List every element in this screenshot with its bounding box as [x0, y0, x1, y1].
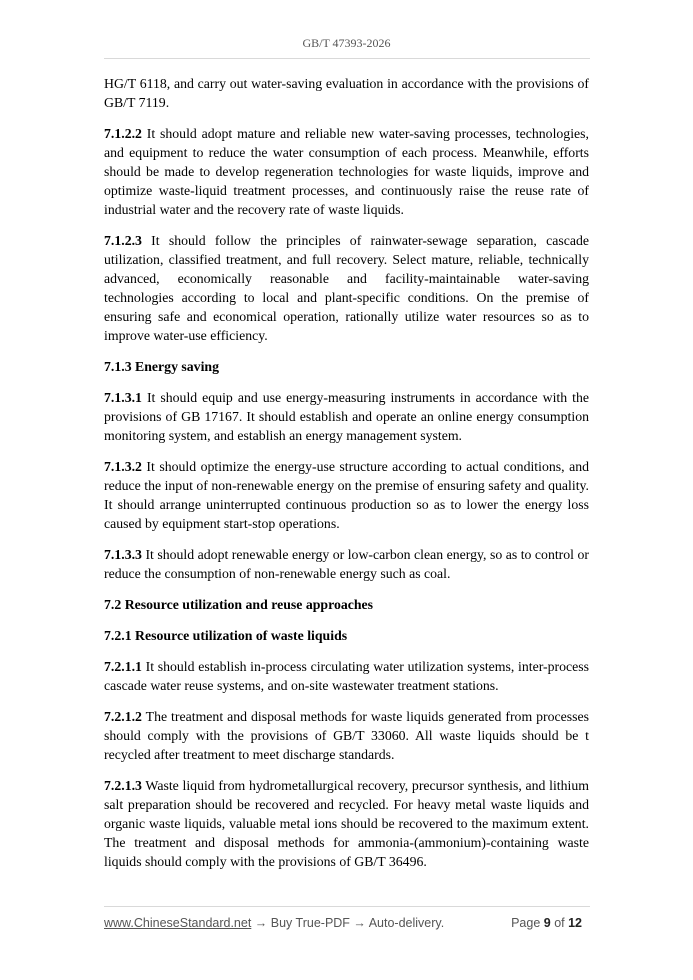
clause-number: 7.1.2.3 — [104, 233, 142, 248]
clause-text: It should follow the principles of rainwater-sewage separation, cascade utilization, classified treatment, and full recovery. Select mature, reliable, technically advanced, economically reasonable and facility-maintainable water-saving technologies according to local and plant-specific conditions. On the premise of ensuring safe and economical operation, rationally utilize water resources so as to improve water-use efficiency. — [104, 233, 589, 343]
clause-number: 7.1.3.1 — [104, 390, 142, 405]
section-heading-waste-liquids: 7.2.1 Resource utilization of waste liquids — [104, 628, 348, 643]
clause-text: It should adopt renewable energy or low-carbon clean energy, so as to control or reduce the consumption of non-renewable energy such as coal. — [104, 547, 589, 581]
clause-number: 7.2.1.2 — [104, 709, 142, 724]
footer-tagline: → Buy True-PDF → Auto-delivery. — [251, 916, 445, 930]
page-word: Page — [511, 916, 544, 930]
of-word: of — [550, 916, 569, 930]
document-body — [104, 74, 589, 883]
header-divider — [104, 58, 590, 59]
clause-7-1-3-3 — [104, 545, 589, 583]
clause-number: 7.1.2.2 — [104, 126, 142, 141]
site-link[interactable]: www.ChineseStandard.net — [104, 916, 252, 930]
clause-text: It should optimize the energy-use structure according to actual conditions, and reduce the input of non-renewable energy on the premise of ensuring safety and quality. It should arrange uninterrupted continuous production so as to lower the energy loss caused by equipment start-stop operations. — [104, 459, 589, 531]
clause-text: It should establish in-process circulating water utilization systems, inter-process cascade water reuse systems, and on-site wastewater treatment stations. — [104, 659, 589, 693]
clause-7-1-3-2 — [104, 457, 589, 533]
clause-7-2-1-1 — [104, 657, 589, 695]
page-footer — [104, 916, 590, 934]
page-header: GB/T 47393-2026 — [302, 36, 391, 50]
page-total: 12 — [568, 916, 582, 930]
clause-7-1-2-2 — [104, 124, 589, 219]
clause-7-2-1-2 — [104, 707, 589, 764]
section-heading-energy-saving: 7.1.3 Energy saving — [104, 359, 219, 374]
footer-link-line — [104, 916, 444, 930]
page-indicator — [511, 916, 582, 930]
clause-number: 7.2.1.3 — [104, 778, 142, 793]
clause-number: 7.2.1.1 — [104, 659, 142, 674]
footer-divider — [104, 906, 590, 907]
clause-7-1-3-1 — [104, 388, 589, 445]
clause-text: It should adopt mature and reliable new water-saving processes, technologies, and equipment to reduce the water consumption of each process. Meanwhile, efforts should be made to develop regeneration technologies for waste liquids, improve and optimize waste-liquid treatment processes, and continuously raise the reuse rate of industrial water and the recovery rate of waste liquids. — [104, 126, 589, 217]
clause-text: Waste liquid from hydrometallurgical recovery, precursor synthesis, and lithium salt preparation should be recovered and recycled. For heavy metal waste liquids and organic waste liquids, valuable metal ions should be recovered to the maximum extent. The treatment and disposal methods for ammonia-(ammonium)-containing waste liquids should comply with the provisions of GB/T 36496. — [104, 778, 589, 869]
clause-7-2-1-3 — [104, 776, 589, 871]
clause-7-1-2-3 — [104, 231, 589, 345]
section-heading-resource-utilization: 7.2 Resource utilization and reuse approaches — [104, 597, 374, 612]
paragraph-continuation: HG/T 6118, and carry out water-saving evaluation in accordance with the provisions of GB/T 7119. — [104, 76, 589, 110]
clause-text: It should equip and use energy-measuring instruments in accordance with the provisions of GB 17167. It should establish and operate an online energy consumption monitoring system, and establish an energy management system. — [104, 390, 589, 443]
clause-text: The treatment and disposal methods for waste liquids generated from processes should comply with the provisions of GB/T 33060. All waste liquids should be t recycled after treatment to meet discharge standards. — [104, 709, 589, 762]
clause-number: 7.1.3.2 — [104, 459, 142, 474]
clause-number: 7.1.3.3 — [104, 547, 142, 562]
page-number: 9 — [543, 916, 551, 930]
